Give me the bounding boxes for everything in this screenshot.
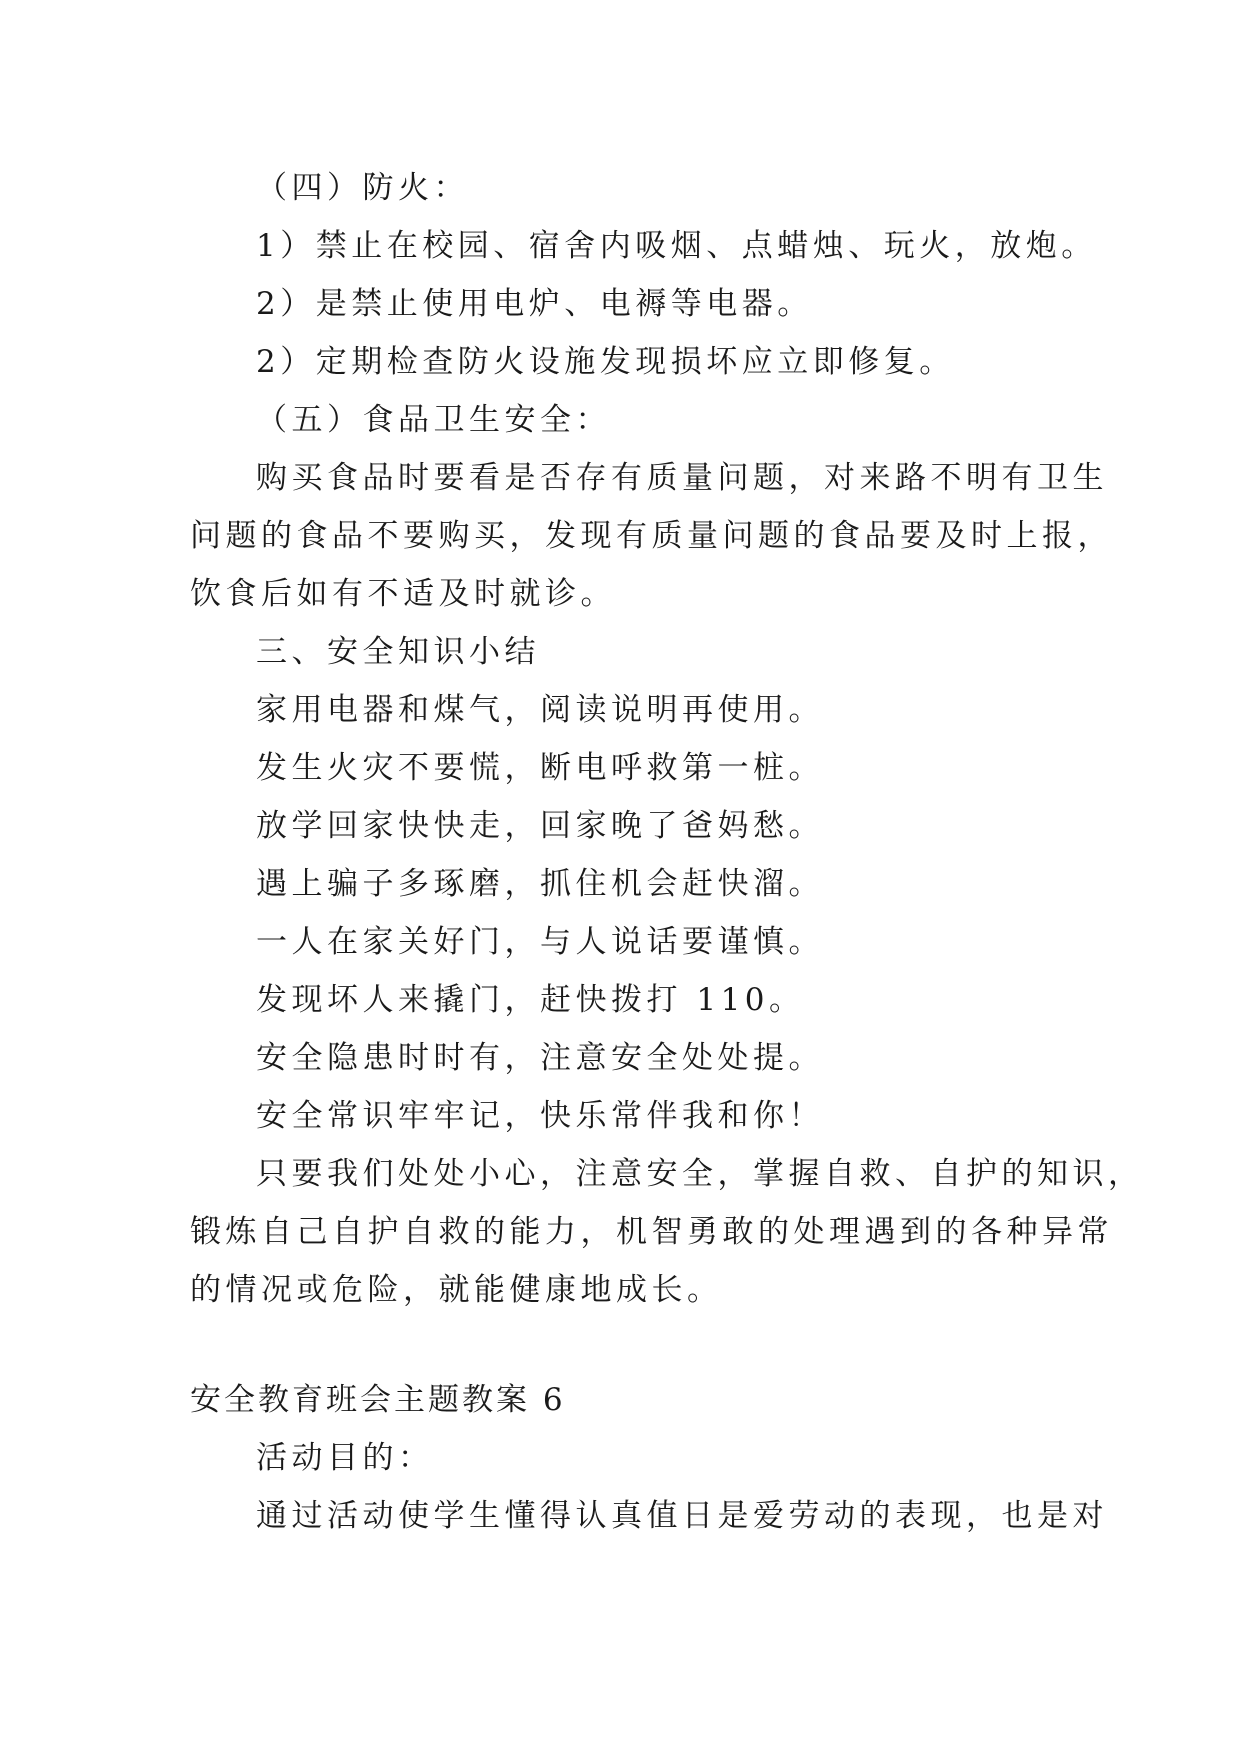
activity-goal-paragraph-line-1: 通过活动使学生懂得认真值日是爱劳动的表现，也是对 (256, 1498, 1108, 1534)
rhyme-line-3: 放学回家快快走，回家晚了爸妈愁。 (256, 808, 824, 844)
fire-rule-2: 2）是禁止使用电炉、电褥等电器。 (256, 286, 813, 322)
conclusion-paragraph-line-1: 只要我们处处小心，注意安全，掌握自救、自护的知识， (256, 1156, 1144, 1192)
rhyme-line-1: 家用电器和煤气，阅读说明再使用。 (256, 692, 824, 728)
rhyme-line-7: 安全隐患时时有，注意安全处处提。 (256, 1040, 824, 1076)
fire-rule-3: 2）定期检查防火设施发现损坏应立即修复。 (256, 344, 955, 380)
rhyme-line-8: 安全常识牢牢记，快乐常伴我和你！ (256, 1098, 824, 1134)
lesson-plan-title: 安全教育班会主题教案 6 (190, 1382, 566, 1418)
food-safety-paragraph-line-1: 购买食品时要看是否存有质量问题，对来路不明有卫生 (256, 460, 1108, 496)
food-safety-paragraph-line-2: 问题的食品不要购买，发现有质量问题的食品要及时上报， (190, 518, 1113, 554)
conclusion-paragraph-line-3: 的情况或危险，就能健康地成长。 (190, 1272, 723, 1308)
fire-rule-1: 1）禁止在校园、宿舍内吸烟、点蜡烛、玩火，放炮。 (256, 228, 1097, 264)
conclusion-paragraph-line-2: 锻炼自己自护自救的能力，机智勇敢的处理遇到的各种异常 (190, 1214, 1113, 1250)
activity-goal-heading: 活动目的： (256, 1440, 434, 1476)
food-safety-paragraph-line-3: 饮食后如有不适及时就诊。 (190, 576, 616, 612)
section-heading-food-safety: （五）食品卫生安全： (256, 402, 611, 438)
section-heading-summary: 三、安全知识小结 (256, 634, 540, 670)
rhyme-line-4: 遇上骗子多琢磨，抓住机会赶快溜。 (256, 866, 824, 902)
rhyme-line-2: 发生火灾不要慌，断电呼救第一桩。 (256, 750, 824, 786)
rhyme-line-6: 发现坏人来撬门，赶快拨打 110。 (256, 982, 805, 1018)
rhyme-line-5: 一人在家关好门，与人说话要谨慎。 (256, 924, 824, 960)
section-heading-fire-prevention: （四）防火： (256, 170, 469, 206)
